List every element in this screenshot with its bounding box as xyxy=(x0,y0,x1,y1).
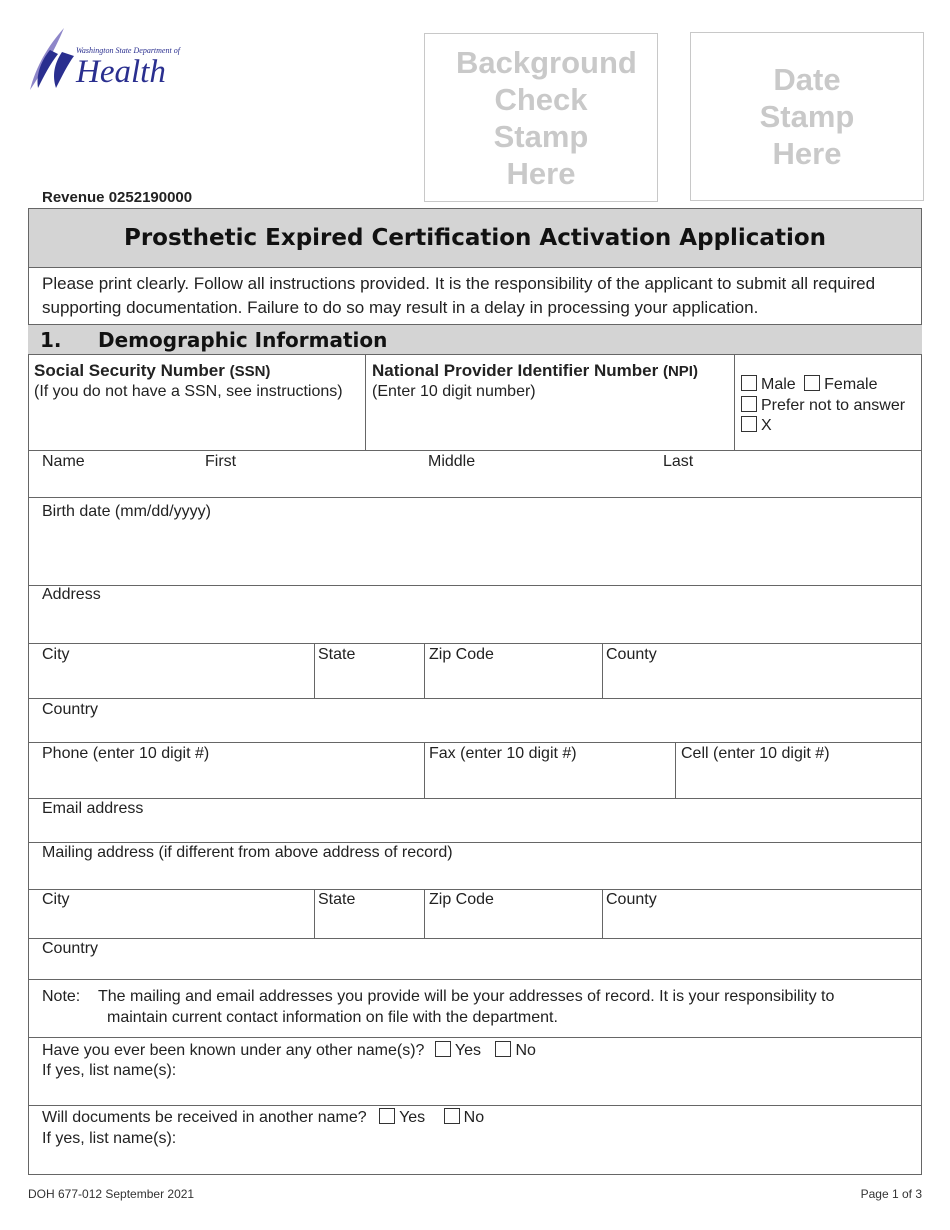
ssn-hint: (If you do not have a SSN, see instructions) xyxy=(34,383,343,400)
note-line-2: maintain current contact information on file with the department. xyxy=(107,1009,558,1026)
female-checkbox[interactable] xyxy=(804,375,820,391)
city-field[interactable]: City xyxy=(42,646,70,663)
background-check-stamp-box xyxy=(424,33,658,202)
col-divider xyxy=(424,742,425,798)
mail-zip-field[interactable]: Zip Code xyxy=(429,891,494,908)
male-checkbox[interactable] xyxy=(741,375,757,391)
mail-country-field[interactable]: Country xyxy=(42,940,99,957)
gender-row-3 xyxy=(741,416,772,435)
npi-abbr: (NPI) xyxy=(662,363,698,380)
mail-state-field[interactable]: State xyxy=(318,891,356,908)
other-names-yes-label: Yes xyxy=(454,1042,482,1059)
cell-field[interactable]: Cell (enter 10 digit #) xyxy=(681,745,830,762)
form-title: Prosthetic Expired Certification Activation Application xyxy=(28,208,922,268)
male-label: Male xyxy=(761,376,796,393)
prefer-not-checkbox[interactable] xyxy=(741,396,757,412)
revenue-code: Revenue 0252190000 xyxy=(42,189,193,206)
first-name-field[interactable]: First xyxy=(205,453,237,470)
background-check-stamp-text: Background Check Stamp Here xyxy=(456,44,637,191)
form-id: DOH 677-012 September 2021 xyxy=(28,1187,195,1201)
col-divider xyxy=(424,643,425,698)
other-names-text: Have you ever been known under any other name(s)? xyxy=(42,1042,425,1059)
section-title: Demographic Information xyxy=(98,327,388,352)
mailing-address-field[interactable]: Mailing address (if different from above address of record) xyxy=(42,844,453,861)
state-field[interactable]: State xyxy=(318,646,356,663)
date-stamp-text: Date Stamp Here xyxy=(759,62,855,171)
last-name-field[interactable]: Last xyxy=(663,453,694,470)
gender-row-1 xyxy=(741,375,878,394)
country-field[interactable]: Country xyxy=(42,701,99,718)
section-number: 1. xyxy=(40,327,62,352)
zip-field[interactable]: Zip Code xyxy=(429,646,494,663)
note-line-1: The mailing and email addresses you provide will be your addresses of record. It is your responsibility to xyxy=(98,988,835,1005)
mail-city-field[interactable]: City xyxy=(42,891,70,908)
gender-row-2 xyxy=(741,396,905,415)
gender-x-checkbox[interactable] xyxy=(741,416,757,432)
row-divider xyxy=(28,798,922,799)
docs-list-field[interactable]: If yes, list name(s): xyxy=(42,1130,177,1147)
name-label: Name xyxy=(42,453,85,470)
instructions-text: Please print clearly. Follow all instructions provided. It is the responsibility of the applicant to submit all required supporting documentation. Failure to do so may result in a delay in processing your application. xyxy=(42,274,876,317)
agency-large-text: Health xyxy=(76,54,166,90)
row-divider xyxy=(28,842,922,843)
birth-date-field[interactable]: Birth date (mm/dd/yyyy) xyxy=(42,503,211,520)
other-names-question xyxy=(42,1041,536,1060)
email-field[interactable]: Email address xyxy=(42,800,144,817)
row-divider xyxy=(28,1037,922,1038)
docs-no-checkbox[interactable] xyxy=(444,1108,460,1124)
col-divider xyxy=(602,643,603,698)
row-divider xyxy=(28,979,922,980)
county-field[interactable]: County xyxy=(606,646,657,663)
col-divider xyxy=(314,643,315,698)
address-field[interactable]: Address xyxy=(42,586,101,603)
ssn-label: Social Security Number xyxy=(34,361,225,380)
ssn-abbr: (SSN) xyxy=(229,363,271,380)
other-names-no-checkbox[interactable] xyxy=(495,1041,511,1057)
section-header xyxy=(28,324,922,355)
middle-name-field[interactable]: Middle xyxy=(428,453,476,470)
gender-x-label: X xyxy=(761,417,772,434)
col-divider xyxy=(314,889,315,938)
row-divider xyxy=(28,742,922,743)
date-stamp-box xyxy=(690,32,924,201)
docs-yes-checkbox[interactable] xyxy=(379,1108,395,1124)
mail-county-field[interactable]: County xyxy=(606,891,657,908)
agency-small-text: Washington State Department of xyxy=(76,46,180,55)
docs-text: Will documents be received in another name? xyxy=(42,1109,367,1126)
other-names-no-label: No xyxy=(515,1042,536,1059)
row-divider xyxy=(28,497,922,498)
other-names-yes-checkbox[interactable] xyxy=(435,1041,451,1057)
note-label: Note: xyxy=(42,988,81,1005)
col-divider xyxy=(734,355,735,450)
docs-yes-label: Yes xyxy=(399,1109,426,1126)
col-divider xyxy=(365,355,366,450)
other-names-list-field[interactable]: If yes, list name(s): xyxy=(42,1062,177,1079)
ssn-field[interactable] xyxy=(34,361,270,381)
row-divider xyxy=(28,585,922,586)
npi-field[interactable] xyxy=(372,361,698,381)
npi-hint: (Enter 10 digit number) xyxy=(372,383,536,400)
row-divider xyxy=(28,450,922,451)
fax-field[interactable]: Fax (enter 10 digit #) xyxy=(429,745,577,762)
row-divider xyxy=(28,938,922,939)
page-number: Page 1 of 3 xyxy=(860,1187,922,1201)
female-label: Female xyxy=(824,376,878,393)
col-divider xyxy=(675,742,676,798)
row-divider xyxy=(28,698,922,699)
npi-label: National Provider Identifier Number xyxy=(372,361,659,380)
col-divider xyxy=(602,889,603,938)
col-divider xyxy=(424,889,425,938)
docs-question xyxy=(42,1108,484,1127)
docs-no-label: No xyxy=(463,1109,485,1126)
doh-logo xyxy=(28,26,188,96)
row-divider xyxy=(28,1105,922,1106)
row-divider xyxy=(28,643,922,644)
row-divider xyxy=(28,889,922,890)
phone-field[interactable]: Phone (enter 10 digit #) xyxy=(42,745,210,762)
prefer-not-label: Prefer not to answer xyxy=(761,397,906,414)
